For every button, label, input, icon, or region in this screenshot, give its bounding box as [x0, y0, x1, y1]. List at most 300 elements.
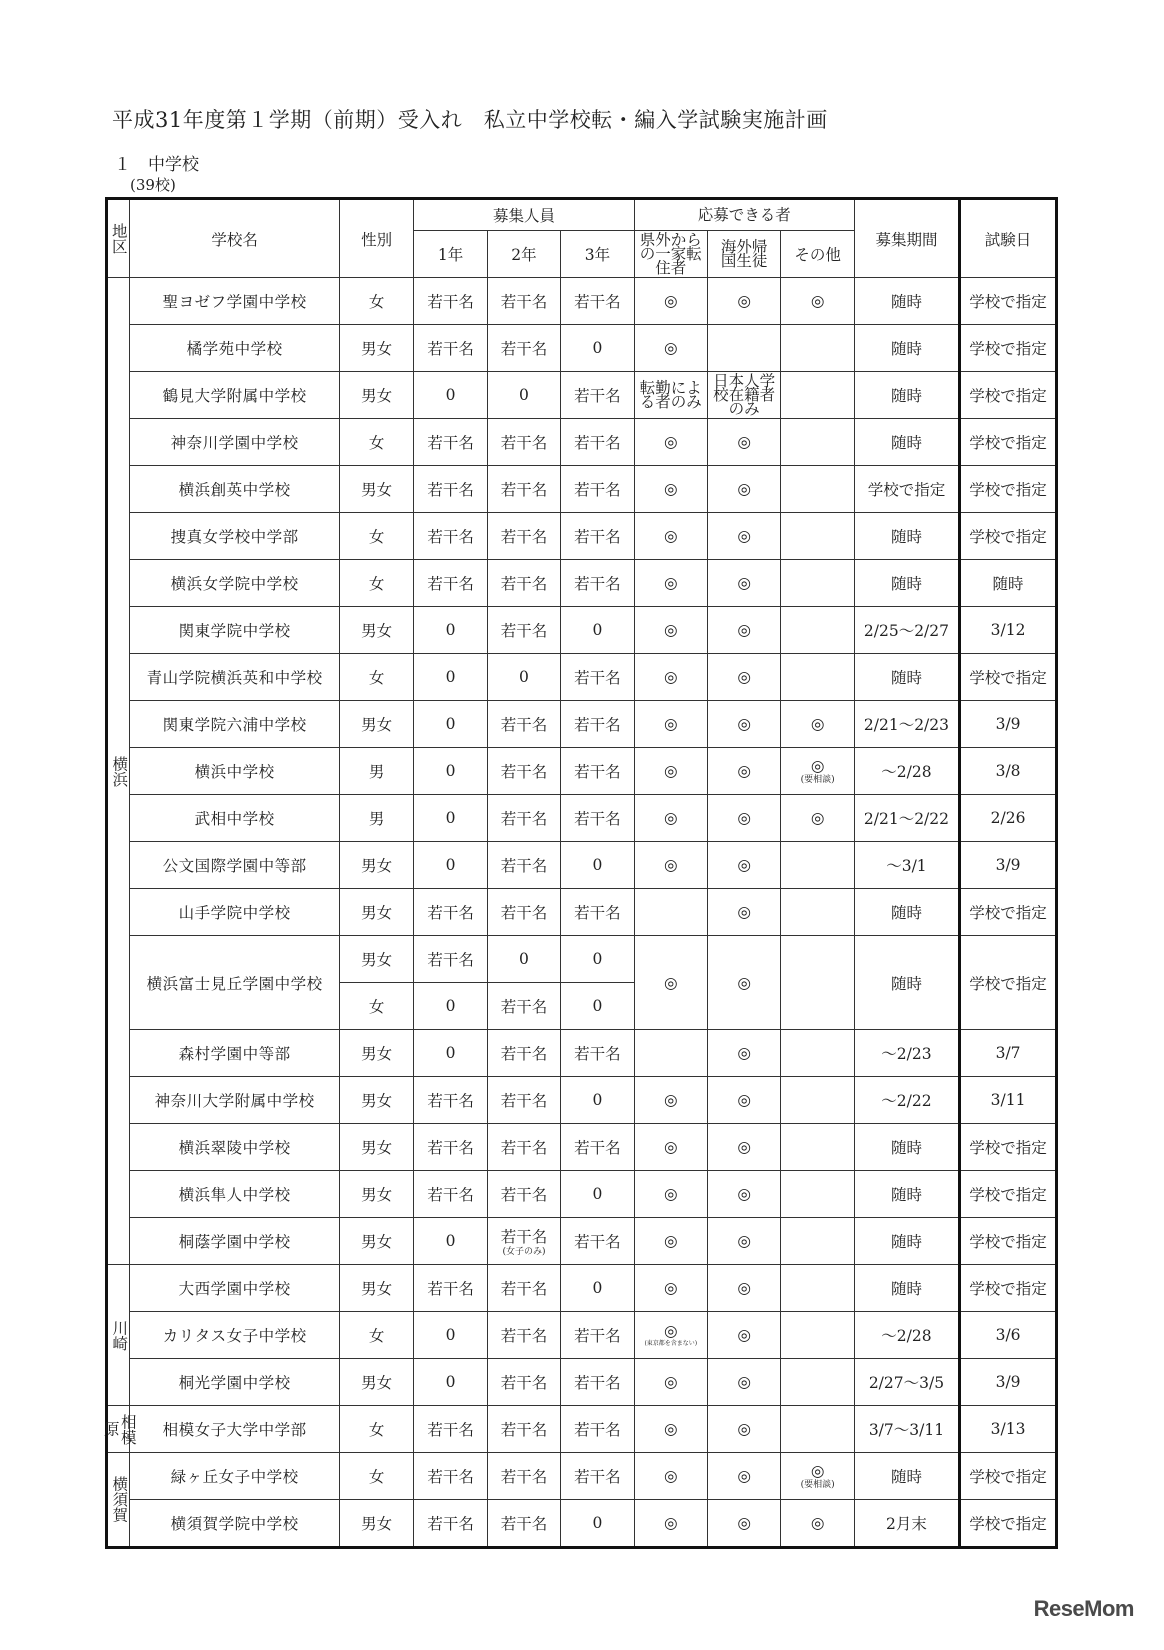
school-name: 山手学院中学校: [130, 889, 340, 936]
grade3-cell: 若干名: [561, 1124, 634, 1171]
out-of-pref-cell: ◎: [634, 1500, 707, 1548]
other-cell: [781, 372, 854, 419]
header-period: 募集期間: [854, 199, 959, 278]
period-cell: 随時: [854, 1171, 959, 1218]
grade1-cell: 若干名: [414, 1406, 487, 1453]
exam-date-cell: 学校で指定: [960, 936, 1057, 1030]
exam-date-cell: 学校で指定: [960, 654, 1057, 701]
grade2-cell: 0: [487, 936, 560, 983]
exam-date-cell: 学校で指定: [960, 325, 1057, 372]
other-cell: [781, 419, 854, 466]
school-name: 聖ヨゼフ学園中学校: [130, 278, 340, 325]
other-cell: [781, 513, 854, 560]
period-cell: 3/7～3/11: [854, 1406, 959, 1453]
resemom-watermark: ReseMom: [1033, 1596, 1134, 1621]
school-name: 捜真女学校中学部: [130, 513, 340, 560]
gender-cell: 男女: [339, 889, 413, 936]
region-cell: 川崎: [107, 1265, 130, 1406]
returnee-cell: ◎: [707, 1406, 780, 1453]
returnee-cell: ◎: [707, 936, 780, 1030]
returnee-cell: ◎: [707, 1453, 780, 1500]
table-row: [107, 1359, 1057, 1406]
other-cell: [781, 889, 854, 936]
period-cell: 2/21～2/22: [854, 795, 959, 842]
period-cell: 随時: [854, 560, 959, 607]
gender-cell: 男女: [339, 1077, 413, 1124]
grade3-cell: 0: [561, 607, 634, 654]
out-of-pref-cell: [634, 1030, 707, 1077]
other-cell: [781, 1265, 854, 1312]
exam-date-cell: 3/13: [960, 1406, 1057, 1453]
out-of-pref-cell: 転勤による者のみ: [634, 372, 707, 419]
table-row: [107, 560, 1057, 607]
gender-cell: 女: [339, 983, 413, 1030]
gender-cell: 男: [339, 795, 413, 842]
grade1-cell: 0: [414, 1359, 487, 1406]
grade2-cell: 0: [487, 372, 560, 419]
out-of-pref-cell: ◎: [634, 325, 707, 372]
grade1-cell: 0: [414, 795, 487, 842]
grade2-cell: 若干名: [487, 701, 560, 748]
table-row: [107, 1171, 1057, 1218]
grade1-cell: 若干名: [414, 466, 487, 513]
school-name: 桐蔭学園中学校: [130, 1218, 340, 1265]
other-cell-note: (要相談): [800, 775, 835, 785]
out-of-pref-cell: [634, 1312, 707, 1359]
school-name: 横浜創英中学校: [130, 466, 340, 513]
grade3-cell: 若干名: [561, 419, 634, 466]
grade1-cell: 0: [414, 1312, 487, 1359]
grade3-cell: 0: [561, 1500, 634, 1548]
table-row: [107, 1077, 1057, 1124]
table-row: [107, 1218, 1057, 1265]
table-row: [107, 1124, 1057, 1171]
returnee-cell: ◎: [707, 889, 780, 936]
gender-cell: 女: [339, 278, 413, 325]
other-cell: [781, 1218, 854, 1265]
table-row: [107, 1500, 1057, 1548]
header-school: 学校名: [130, 199, 340, 278]
grade2-cell: 若干名: [487, 748, 560, 795]
returnee-cell: ◎: [707, 419, 780, 466]
returnee-cell: ◎: [707, 654, 780, 701]
out-of-pref-cell: ◎: [634, 701, 707, 748]
returnee-cell: ◎: [707, 701, 780, 748]
grade1-cell: 若干名: [414, 1077, 487, 1124]
table-row: [107, 936, 1057, 983]
grade1-cell: 若干名: [414, 513, 487, 560]
school-name: 横浜富士見丘学園中学校: [130, 936, 340, 1030]
region-cell: 相模原: [107, 1406, 130, 1453]
header-grade3: 3年: [561, 231, 634, 278]
period-cell: ～3/1: [854, 842, 959, 889]
out-of-pref-cell: ◎: [634, 419, 707, 466]
gender-cell: 男女: [339, 325, 413, 372]
other-cell: [781, 1171, 854, 1218]
school-name: 青山学院横浜英和中学校: [130, 654, 340, 701]
returnee-cell: ◎: [707, 1500, 780, 1548]
header-out-of-pref: 県外からの一家転住者: [634, 231, 707, 278]
period-cell: 随時: [854, 325, 959, 372]
returnee-cell: ◎: [707, 795, 780, 842]
out-of-pref-cell: ◎: [634, 1453, 707, 1500]
school-name: 鶴見大学附属中学校: [130, 372, 340, 419]
school-count: (39校): [130, 176, 176, 194]
returnee-cell: ◎: [707, 278, 780, 325]
table-row: [107, 1453, 1057, 1500]
out-of-pref-cell: ◎: [634, 560, 707, 607]
period-cell: 随時: [854, 654, 959, 701]
out-of-pref-cell: ◎: [634, 1077, 707, 1124]
period-cell: ～2/22: [854, 1077, 959, 1124]
period-cell: 随時: [854, 278, 959, 325]
gender-cell: 男女: [339, 842, 413, 889]
table-row: [107, 278, 1057, 325]
gender-cell: 男女: [339, 1124, 413, 1171]
grade2-cell: 若干名: [487, 325, 560, 372]
exam-date-cell: 学校で指定: [960, 419, 1057, 466]
other-cell: ◎: [781, 795, 854, 842]
gender-cell: 女: [339, 560, 413, 607]
grade2-cell: 若干名: [487, 278, 560, 325]
other-cell: [781, 466, 854, 513]
period-cell: 随時: [854, 513, 959, 560]
period-cell: 2/27～3/5: [854, 1359, 959, 1406]
table-row: [107, 1406, 1057, 1453]
gender-cell: 男女: [339, 1500, 413, 1548]
grade2-cell: 若干名: [487, 1359, 560, 1406]
gender-cell: 男女: [339, 1265, 413, 1312]
exam-date-cell: 3/12: [960, 607, 1057, 654]
exam-date-cell: 2/26: [960, 795, 1057, 842]
grade2-cell: 若干名: [487, 983, 560, 1030]
exam-date-cell: 3/9: [960, 1359, 1057, 1406]
exam-date-cell: 学校で指定: [960, 1500, 1057, 1548]
grade1-cell: 若干名: [414, 1124, 487, 1171]
grade2-cell: 若干名: [487, 1265, 560, 1312]
out-of-pref-cell: ◎: [634, 1124, 707, 1171]
exam-date-cell: 3/8: [960, 748, 1057, 795]
grade1-cell: 0: [414, 654, 487, 701]
school-name: カリタス女子中学校: [130, 1312, 340, 1359]
returnee-cell: 日本人学校在籍者のみ: [707, 372, 780, 419]
returnee-cell: ◎: [707, 1171, 780, 1218]
grade1-cell: 若干名: [414, 325, 487, 372]
document-title: 平成31年度第１学期（前期）受入れ 私立中学校転・編入学試験実施計画: [112, 108, 828, 132]
period-cell: 2/25～2/27: [854, 607, 959, 654]
period-cell: 随時: [854, 1218, 959, 1265]
grade1-cell: 若干名: [414, 889, 487, 936]
grade2-cell: 若干名: [487, 513, 560, 560]
gender-cell: 男女: [339, 1171, 413, 1218]
other-cell: [781, 1453, 854, 1500]
grade1-cell: 0: [414, 607, 487, 654]
grade2-cell: 若干名: [487, 842, 560, 889]
table-row: [107, 607, 1057, 654]
grade2-cell: 若干名: [487, 607, 560, 654]
school-name: 相模女子大学中学部: [130, 1406, 340, 1453]
period-cell: 随時: [854, 1453, 959, 1500]
school-name: 横浜中学校: [130, 748, 340, 795]
period-cell: 随時: [854, 1124, 959, 1171]
exam-date-cell: 3/6: [960, 1312, 1057, 1359]
grade1-cell: 0: [414, 701, 487, 748]
period-cell: ～2/28: [854, 1312, 959, 1359]
grade1-cell: 0: [414, 372, 487, 419]
gender-cell: 女: [339, 1453, 413, 1500]
period-cell: 2/21～2/23: [854, 701, 959, 748]
table-row: [107, 513, 1057, 560]
out-of-pref-cell: ◎: [634, 1359, 707, 1406]
grade3-cell: 若干名: [561, 1030, 634, 1077]
header-exam-date: 試験日: [960, 199, 1057, 278]
returnee-cell: ◎: [707, 1359, 780, 1406]
out-of-pref-cell-note: (東京都を含まない): [644, 1340, 698, 1347]
other-cell: ◎: [781, 701, 854, 748]
out-of-pref-cell: ◎: [634, 748, 707, 795]
other-cell: ◎: [781, 278, 854, 325]
region-cell: 横浜: [107, 278, 130, 1265]
period-cell: ～2/23: [854, 1030, 959, 1077]
grade3-cell: 若干名: [561, 1359, 634, 1406]
gender-cell: 女: [339, 419, 413, 466]
header-returnee: 海外帰国生徒: [707, 231, 780, 278]
returnee-cell: ◎: [707, 466, 780, 513]
grade1-cell: 0: [414, 983, 487, 1030]
returnee-cell: ◎: [707, 560, 780, 607]
grade3-cell: 若干名: [561, 1218, 634, 1265]
other-cell: [781, 1406, 854, 1453]
table-row: [107, 1312, 1057, 1359]
other-cell: [781, 1124, 854, 1171]
header-eligible: 応募できる者: [634, 199, 854, 231]
grade3-cell: 若干名: [561, 795, 634, 842]
grade1-cell: 若干名: [414, 1265, 487, 1312]
grade1-cell: 若干名: [414, 278, 487, 325]
grade2-cell: [487, 1218, 560, 1265]
period-cell: 学校で指定: [854, 466, 959, 513]
returnee-cell: [707, 325, 780, 372]
grade3-cell: 0: [561, 842, 634, 889]
section-heading: １ 中学校: [114, 155, 199, 175]
gender-cell: 男: [339, 748, 413, 795]
table-row: [107, 748, 1057, 795]
out-of-pref-cell: ◎: [634, 1406, 707, 1453]
grade2-cell: 若干名: [487, 1124, 560, 1171]
period-cell: ～2/28: [854, 748, 959, 795]
grade3-cell: 0: [561, 936, 634, 983]
grade3-cell: 0: [561, 1171, 634, 1218]
other-cell-note: (要相談): [800, 1480, 835, 1490]
gender-cell: 女: [339, 1406, 413, 1453]
grade3-cell: 若干名: [561, 1312, 634, 1359]
grade3-cell: 若干名: [561, 889, 634, 936]
grade3-cell: 若干名: [561, 372, 634, 419]
returnee-cell: ◎: [707, 1077, 780, 1124]
exam-date-cell: 学校で指定: [960, 466, 1057, 513]
school-name: 武相中学校: [130, 795, 340, 842]
grade3-cell: 若干名: [561, 278, 634, 325]
school-name: 横浜翠陵中学校: [130, 1124, 340, 1171]
returnee-cell: ◎: [707, 1312, 780, 1359]
grade3-cell: 若干名: [561, 513, 634, 560]
header-region: 地区: [107, 199, 130, 278]
grade2-cell-note: (女子のみ): [502, 1247, 546, 1257]
period-cell: 随時: [854, 1265, 959, 1312]
grade3-cell: 若干名: [561, 748, 634, 795]
gender-cell: 男女: [339, 372, 413, 419]
returnee-cell: ◎: [707, 748, 780, 795]
exam-date-cell: 3/11: [960, 1077, 1057, 1124]
grade3-cell: 若干名: [561, 466, 634, 513]
exam-date-cell: 学校で指定: [960, 278, 1057, 325]
out-of-pref-cell: ◎: [634, 1218, 707, 1265]
returnee-cell: ◎: [707, 1265, 780, 1312]
header-other: その他: [781, 231, 854, 278]
school-name: 橘学苑中学校: [130, 325, 340, 372]
exam-date-cell: 3/9: [960, 842, 1057, 889]
grade2-cell: 若干名: [487, 1030, 560, 1077]
returnee-cell: ◎: [707, 842, 780, 889]
header-gender: 性別: [339, 199, 413, 278]
table-row: [107, 1030, 1057, 1077]
table-row: [107, 889, 1057, 936]
gender-cell: 女: [339, 1312, 413, 1359]
out-of-pref-cell: ◎: [634, 654, 707, 701]
school-name: 緑ヶ丘女子中学校: [130, 1453, 340, 1500]
grade3-cell: 若干名: [561, 1406, 634, 1453]
school-name: 公文国際学園中等部: [130, 842, 340, 889]
school-name: 横浜隼人中学校: [130, 1171, 340, 1218]
table-row: [107, 325, 1057, 372]
exam-date-cell: 学校で指定: [960, 1171, 1057, 1218]
out-of-pref-cell: ◎: [634, 1171, 707, 1218]
grade3-cell: 若干名: [561, 1453, 634, 1500]
grade2-cell: 若干名: [487, 560, 560, 607]
exam-date-cell: 学校で指定: [960, 513, 1057, 560]
school-name: 関東学院中学校: [130, 607, 340, 654]
period-cell: 随時: [854, 889, 959, 936]
grade3-cell: 若干名: [561, 560, 634, 607]
grade1-cell: 若干名: [414, 1500, 487, 1548]
other-cell: [781, 1312, 854, 1359]
grade1-cell: 若干名: [414, 1453, 487, 1500]
period-cell: 随時: [854, 419, 959, 466]
grade2-cell: 若干名: [487, 466, 560, 513]
table-row: [107, 842, 1057, 889]
other-cell: [781, 1030, 854, 1077]
grade1-cell: 0: [414, 842, 487, 889]
grade3-cell: 0: [561, 325, 634, 372]
period-cell: 2月末: [854, 1500, 959, 1548]
out-of-pref-cell-value: ◎: [664, 1322, 678, 1340]
table-body: [101, 278, 1057, 1548]
grade3-cell: 若干名: [561, 701, 634, 748]
table-row: [107, 419, 1057, 466]
grade2-cell: 若干名: [487, 795, 560, 842]
grade2-cell: 若干名: [487, 1453, 560, 1500]
gender-cell: 男女: [339, 1218, 413, 1265]
header-grade2: 2年: [487, 231, 560, 278]
header-recruit: 募集人員: [414, 199, 634, 231]
other-cell: [781, 560, 854, 607]
table-row: [107, 795, 1057, 842]
school-name: 神奈川学園中学校: [130, 419, 340, 466]
region-cell: 横須賀: [107, 1453, 130, 1548]
school-name: 桐光学園中学校: [130, 1359, 340, 1406]
other-cell-value: ◎: [810, 1462, 825, 1480]
exam-date-cell: 学校で指定: [960, 372, 1057, 419]
exam-date-cell: 学校で指定: [960, 1453, 1057, 1500]
other-cell-value: ◎: [810, 757, 825, 775]
out-of-pref-cell: [634, 889, 707, 936]
out-of-pref-cell: ◎: [634, 278, 707, 325]
school-name: 横浜女学院中学校: [130, 560, 340, 607]
grade3-cell: 0: [561, 983, 634, 1030]
grade2-cell: 若干名: [487, 889, 560, 936]
table-row: [107, 654, 1057, 701]
other-cell: [781, 654, 854, 701]
school-name: 横須賀学院中学校: [130, 1500, 340, 1548]
gender-cell: 男女: [339, 1030, 413, 1077]
grade1-cell: 若干名: [414, 419, 487, 466]
exam-date-cell: 学校で指定: [960, 1265, 1057, 1312]
grade1-cell: 若干名: [414, 936, 487, 983]
other-cell: [781, 1359, 854, 1406]
grade1-cell: 0: [414, 1218, 487, 1265]
other-cell: ◎: [781, 1500, 854, 1548]
grade2-cell: 若干名: [487, 1406, 560, 1453]
gender-cell: 男女: [339, 466, 413, 513]
returnee-cell: ◎: [707, 1218, 780, 1265]
exam-date-cell: 学校で指定: [960, 1124, 1057, 1171]
grade3-cell: 若干名: [561, 654, 634, 701]
gender-cell: 男女: [339, 607, 413, 654]
grade2-cell: 0: [487, 654, 560, 701]
returnee-cell: ◎: [707, 1124, 780, 1171]
grade2-cell-value: 若干名: [500, 1228, 548, 1246]
returnee-cell: ◎: [707, 513, 780, 560]
grade2-cell: 若干名: [487, 1077, 560, 1124]
exam-date-cell: 学校で指定: [960, 889, 1057, 936]
gender-cell: 女: [339, 654, 413, 701]
table-row: [107, 701, 1057, 748]
grade1-cell: 若干名: [414, 1171, 487, 1218]
gender-cell: 男女: [339, 1359, 413, 1406]
gender-cell: 男女: [339, 701, 413, 748]
school-name: 関東学院六浦中学校: [130, 701, 340, 748]
table-row: [107, 1265, 1057, 1312]
other-cell: [781, 936, 854, 1030]
other-cell: [781, 748, 854, 795]
gender-cell: 男女: [339, 936, 413, 983]
exam-date-cell: 随時: [960, 560, 1057, 607]
out-of-pref-cell: ◎: [634, 936, 707, 1030]
exam-date-cell: 3/7: [960, 1030, 1057, 1077]
grade2-cell: 若干名: [487, 1500, 560, 1548]
out-of-pref-cell: ◎: [634, 1265, 707, 1312]
school-name: 大西学園中学校: [130, 1265, 340, 1312]
grade2-cell: 若干名: [487, 1171, 560, 1218]
grade3-cell: 0: [561, 1265, 634, 1312]
out-of-pref-cell: ◎: [634, 795, 707, 842]
school-name: 神奈川大学附属中学校: [130, 1077, 340, 1124]
other-cell: [781, 325, 854, 372]
exam-date-cell: 3/9: [960, 701, 1057, 748]
out-of-pref-cell: ◎: [634, 842, 707, 889]
returnee-cell: ◎: [707, 1030, 780, 1077]
grade3-cell: 0: [561, 1077, 634, 1124]
